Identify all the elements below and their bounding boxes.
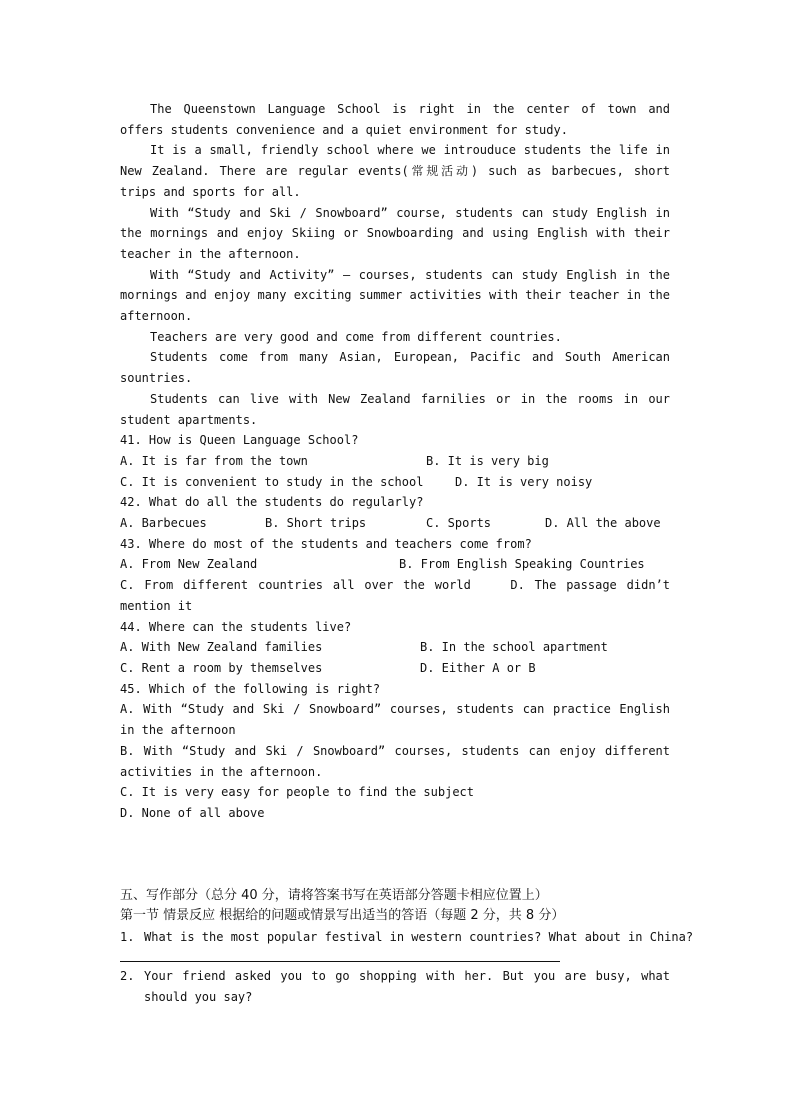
option-c: C. Sports (426, 516, 492, 531)
question-stem: 43. Where do most of the students and teachers come from? (120, 536, 532, 551)
writing-item-2 (120, 966, 670, 1007)
option-b: B. From English Speaking Countries (399, 557, 645, 572)
option-b: B. In the school apartment (420, 640, 608, 655)
option-d: D. It is very noisy (455, 474, 593, 489)
option-b: B. Short trips (265, 516, 367, 531)
option-row (120, 513, 670, 534)
section-heading: 五、写作部分（总分 40 分，请将答案书写在英语部分答题卡相应位置上） (120, 887, 548, 903)
option-a: A. It is far from the town (120, 453, 308, 468)
option-c-d-line (120, 575, 670, 616)
document-page (120, 99, 694, 1008)
item-text: Your friend asked you to go shopping with her. But you are busy, what should you say? (144, 969, 670, 1005)
option-row (120, 637, 670, 658)
question-stem: 45. Which of the following is right? (120, 681, 381, 696)
passage-paragraph-4: With “Study and Activity” – courses, students can study English in the mornings and enjoy many exciting summer activities with their teacher in the afternoon. (120, 267, 670, 324)
question-stem: 41. How is Queen Language School? (120, 433, 359, 448)
question-stem: 42. What do all the students do regularly? (120, 495, 424, 510)
passage-paragraph-7: Students can live with New Zealand farnilies or in the rooms in our student apartments. (120, 391, 670, 427)
option-a: A. With “Study and Ski / Snowboard” courses, students can practice English in the afternoon (120, 702, 670, 738)
option-row (120, 472, 670, 493)
item-number: 1. (120, 929, 135, 944)
item-number: 2. (120, 969, 135, 984)
option-d: D. All the above (545, 516, 661, 531)
passage-paragraph-5: Teachers are very good and come from different countries. (150, 329, 562, 344)
option-c: C. Rent a room by themselves (120, 660, 323, 675)
option-d: D. None of all above (120, 805, 265, 820)
option-d: D. Either A or B (420, 660, 536, 675)
option-row (120, 451, 670, 472)
writing-item-1 (120, 927, 694, 948)
passage-paragraph-2: It is a small, friendly school where we introuduce students the life in New Zealand. There are regular events(常规活动) such as barbecues, short trips and sports for all. (120, 143, 670, 199)
option-a: A. From New Zealand (120, 557, 258, 572)
item-text: What is the most popular festival in western countries? What about in China? (144, 929, 694, 944)
answer-line[interactable] (120, 947, 560, 962)
option-b: B. With “Study and Ski / Snowboard” courses, students can enjoy different activities in the afternoon. (120, 743, 670, 779)
spacer (120, 824, 670, 886)
option-row (120, 554, 670, 575)
option-a: A. Barbecues (120, 516, 207, 531)
option-row (120, 658, 670, 679)
passage-paragraph-1: The Queenstown Language School is right in the center of town and offers students convenience and a quiet environment for study. (120, 102, 670, 137)
section-subheading: 第一节 情景反应 根据给的问题或情景写出适当的答语（每题 2 分，共 8 分） (120, 908, 565, 924)
passage-paragraph-6: Students come from many Asian, European, Pacific and South American sountries. (120, 350, 670, 386)
option-c: C. From different countries all over the world (120, 578, 471, 593)
passage-paragraph-3: With “Study and Ski / Snowboard” course, students can study English in the mornings and enjoy Skiing or Snowboarding and using English with their teacher in the afternoon. (120, 205, 670, 261)
option-c: C. It is very easy for people to find the subject (120, 785, 475, 800)
option-c: C. It is convenient to study in the school (120, 474, 424, 489)
option-a: A. With New Zealand families (120, 640, 323, 655)
option-d: D. The passage didn’t mention it (120, 578, 670, 613)
question-stem: 44. Where can the students live? (120, 619, 352, 634)
option-b: B. It is very big (426, 453, 549, 468)
